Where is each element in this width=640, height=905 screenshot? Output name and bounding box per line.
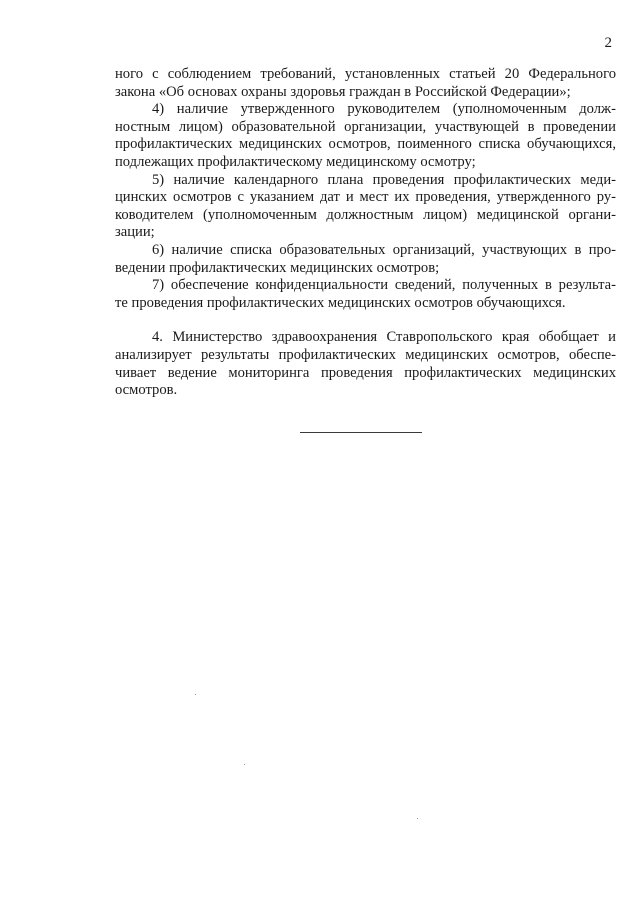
text-line: цинских осмотров с указанием дат и мест их проведения, утвержденного ру- (115, 189, 616, 206)
page-number: 2 (604, 35, 612, 51)
text-line: ководителем (уполномоченным должностным лицом) медицинской органи- (115, 206, 616, 223)
text-line: ного с соблюдением требований, установленных статьей 20 Федерального (115, 66, 616, 82)
text-line: профилактических медицинских осмотров, поименного списка обучающихся, (115, 136, 616, 153)
text-line: те проведения профилактических медицинских осмотров обучающихся. (115, 294, 566, 311)
section-4-line: 4. Министерство здравоохранения Ставропольского края обобщает и (152, 329, 616, 346)
list-item-6-line: 6) наличие списка образовательных организаций, участвующих в про- (152, 241, 616, 258)
text-line: чивает ведение мониторинга проведения профилактических медицинских (115, 364, 616, 381)
text-line: зации; (115, 224, 155, 241)
list-item-4-line: 4) наличие утвержденного руководителем (уполномоченным долж- (152, 101, 616, 118)
text-line: подлежащих профилактическому медицинскому осмотру; (115, 153, 476, 170)
text-line: анализирует результаты профилактических медицинских осмотров, обеспе- (115, 346, 616, 363)
scan-speck (244, 764, 245, 765)
text-line: ведении профилактических медицинских осмотров; (115, 259, 440, 276)
closing-divider (300, 432, 422, 433)
text-line: ностным лицом) образовательной организации, участвующей в проведении (115, 118, 616, 135)
scan-speck (195, 694, 196, 695)
scan-speck (417, 818, 418, 819)
list-item-5-line: 5) наличие календарного плана проведения профилактических меди- (152, 171, 616, 188)
document-body (115, 66, 616, 400)
text-line: осмотров. (115, 382, 178, 399)
text-line: закона «Об основах охраны здоровья граждан в Российской Федерации»; (115, 83, 571, 100)
list-item-7-line: 7) обеспечение конфиденциальности сведений, полученных в результа- (152, 277, 616, 294)
